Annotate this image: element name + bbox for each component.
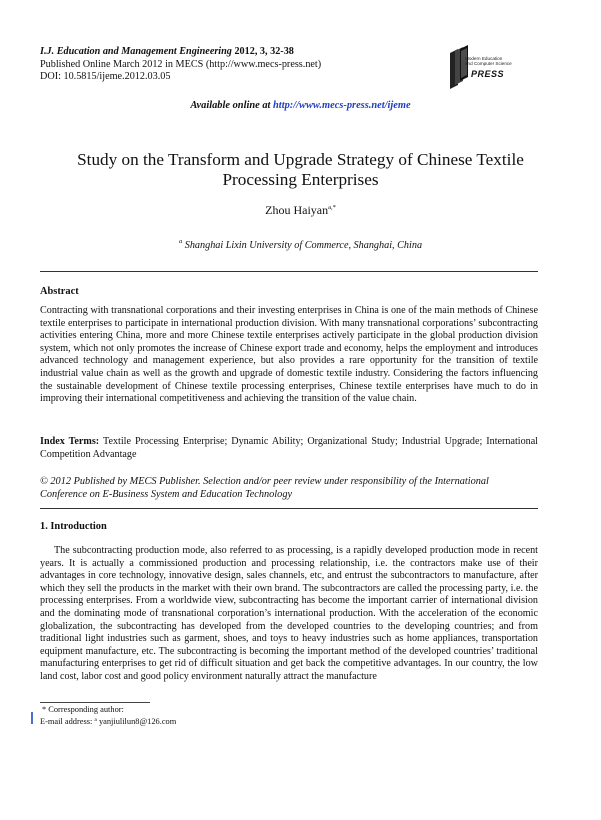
copyright-notice: © 2012 Published by MECS Publisher. Selection and/or peer review under responsibility of the International Conference on E-Business System and Education Technology xyxy=(40,476,489,500)
doi-line: DOI: 10.5815/ijeme.2012.03.05 xyxy=(40,71,171,82)
published-line: Published Online March 2012 in MECS (http://www.mecs-press.net) xyxy=(40,58,322,70)
affiliation-mark: a xyxy=(178,238,183,245)
author-mark: a,* xyxy=(328,204,336,211)
paper-title xyxy=(40,150,561,190)
journal-volume: 2012, 3, 32-38 xyxy=(234,46,294,57)
logo-press: PRESS xyxy=(471,69,505,79)
footnote-divider xyxy=(40,702,150,703)
introduction-body: The subcontracting production mode, also referred to as processing, is a rapidly developed production mode in recent years. It is actually a commissioned production and processing relationship, i.e. the contractors make use of their advantages in core technology, innovative design, sales channels, etc, and entrust the subcontractors to manufacture, after which they sell the products in the market with their own brand. The subcontractors are called the processing party, i.e. the processing enterprises. From a worldwide view, subcontracting has become the important carrier of international division and the dominating mode of transnational corporation’s international production. With the acceleration of the economic globalization, the subcontracting has developed from the developed countries to the developing countries; and from traditional light industries such as garment, shoes, and toys to heavy industries such as home appliances, transportation equipment manufacture, etc. The subcontracting is becoming the important method of the developed countries’ traditional manufacturing enterprises to get rid of difficult situation and get back the competitive advantages. In our country, the low land cost, labor cost and good policy environment naturally attract the manufacture xyxy=(40,545,538,682)
affiliation xyxy=(0,238,601,251)
corresponding-author: * Corresponding author: xyxy=(42,705,124,714)
logo-line2: and Computer Science xyxy=(465,61,512,67)
introduction-heading: 1. Introduction xyxy=(40,521,107,532)
publisher-logo xyxy=(448,45,548,91)
email-label: E-mail address: xyxy=(40,717,95,726)
journal-name: I.J. Education and Management Engineering xyxy=(40,46,232,57)
title-line2: Processing Enterprises xyxy=(222,170,379,189)
top-divider xyxy=(40,271,538,272)
index-terms-text: Textile Processing Enterprise; Dynamic Ability; Organizational Study; Industrial Upgrade; International Competition Advantage xyxy=(40,436,538,460)
available-online xyxy=(0,100,601,111)
affiliation-text: Shanghai Lixin University of Commerce, Shanghai, China xyxy=(182,240,423,251)
abstract-body: Contracting with transnational corporations and their investing enterprises in China is one of the main methods of Chinese textile enterprises to participate in international production division. With many transnational corporations’ subcontracting activities entering China, more and more Chinese textile enterprises actively participate in the global production division system, which not only promotes the increase of Chinese export trade and economy, helps the employment and introduces advanced technology and management experience, but also provides a rare opportunity for the transition of textile industrial value chain as well as the growth and upgrade of domestic textile industry. Considering the factors influencing the sustainable development of Chinese textile processing enterprises, Chinese textile enterprises have much to do in improving their international competitiveness and achieving the transition of the value chain. xyxy=(40,305,538,405)
email-address[interactable]: yanjiulilun8@126.com xyxy=(96,717,177,726)
footnote xyxy=(40,705,176,727)
email-mark: a xyxy=(94,717,97,723)
logo-text xyxy=(465,56,535,67)
change-bar xyxy=(31,712,33,724)
title-line1: Study on the Transform and Upgrade Strategy of Chinese Textile xyxy=(77,150,524,169)
abstract-heading: Abstract xyxy=(40,286,79,297)
index-terms-label: Index Terms: xyxy=(40,436,100,447)
journal-citation xyxy=(40,46,321,59)
mid-divider xyxy=(40,508,538,509)
logo-line1: Modern Education xyxy=(465,56,503,61)
journal-header xyxy=(40,46,321,84)
author xyxy=(0,203,601,218)
author-name: Zhou Haiyan xyxy=(265,203,329,217)
book-stack-icon xyxy=(448,45,470,89)
available-prefix: Available online at xyxy=(190,100,274,111)
journal-url-link[interactable]: http://www.mecs-press.net/ijeme xyxy=(273,100,411,111)
index-terms xyxy=(40,436,538,461)
email-line xyxy=(40,715,176,727)
